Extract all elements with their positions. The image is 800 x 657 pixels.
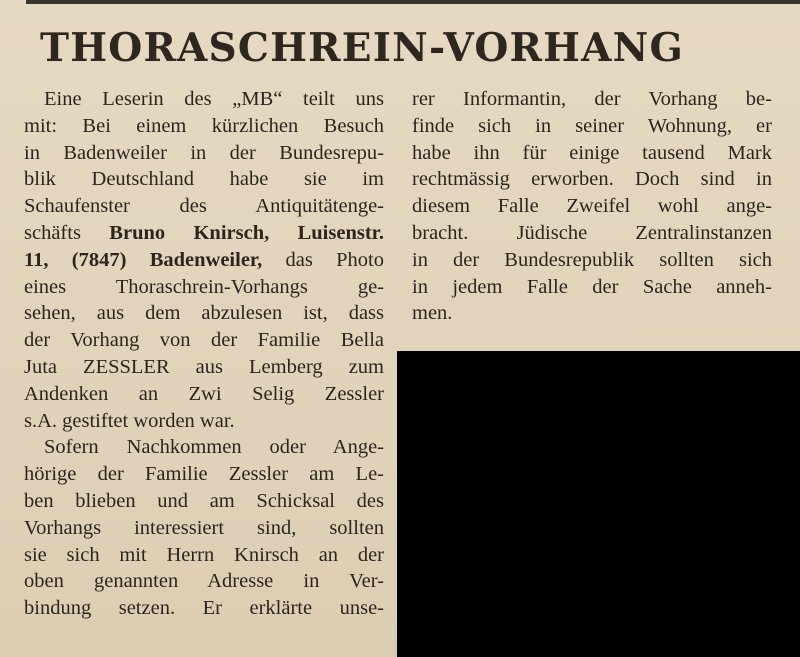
text-fragment: schäfts [24,221,110,244]
text-fragment: das Photo [262,248,384,271]
text-line: finde sich in seiner Wohnung, er [412,114,772,137]
redaction-block [397,351,800,657]
text-line: Schaufenster des Antiquitätenge- [24,195,384,218]
text-line: sie sich mit Herrn Knirsch an der [24,543,384,566]
text-line: ben blieben und am Schicksal des [24,489,384,512]
text-line: sehen, aus dem abzulesen ist, dass [24,302,384,325]
text-line: hörige der Familie Zessler am Le- [24,463,384,486]
text-line-with-address [24,247,384,274]
text-line: in der Bundesrepublik sollten sich [412,248,772,271]
text-line: Andenken an Zwi Selig Zessler [24,382,384,405]
text-line: men. [412,302,453,325]
top-rule [26,0,800,4]
text-line: blik Deutschland habe sie im [24,168,384,191]
bold-address: 11, (7847) Badenweiler, [24,248,263,271]
text-line: in Badenweiler in der Bundesrepu- [24,141,384,164]
text-line: oben genannten Adresse in Ver- [24,570,384,593]
left-column [24,86,384,622]
text-line: der Vorhang von der Familie Bella [24,329,384,352]
text-line: Vorhangs interessiert sind, sollten [24,516,384,539]
text-line: rechtmässig erworben. Doch sind in [412,168,772,191]
text-line: Juta ZESSLER aus Lemberg zum [24,355,384,378]
bold-name: Bruno Knirsch, Luisenstr. [109,221,384,244]
text-line: mit: Bei einem kürzlichen Besuch [24,114,384,137]
text-line: rer Informantin, der Vorhang be- [412,88,772,110]
text-line: s.A. gestiftet worden war. [24,409,235,432]
text-line: Sofern Nachkommen oder Ange- [44,436,384,459]
text-line: bindung setzen. Er erklärte unse- [24,597,384,620]
text-line: habe ihn für einige tausend Mark [412,141,772,164]
text-line: eines Thoraschrein-Vorhangs ge- [24,275,384,298]
text-line: bracht. Jüdische Zentralinstanzen [412,221,772,244]
text-line-with-name [24,220,384,247]
article-headline: THORASCHREIN-VORHANG [40,25,684,71]
right-column [412,86,772,327]
text-line: in jedem Falle der Sache anneh- [412,275,772,298]
text-line: diesem Falle Zweifel wohl ange- [412,195,772,218]
text-line: Eine Leserin des „MB“ teilt uns [44,88,384,110]
